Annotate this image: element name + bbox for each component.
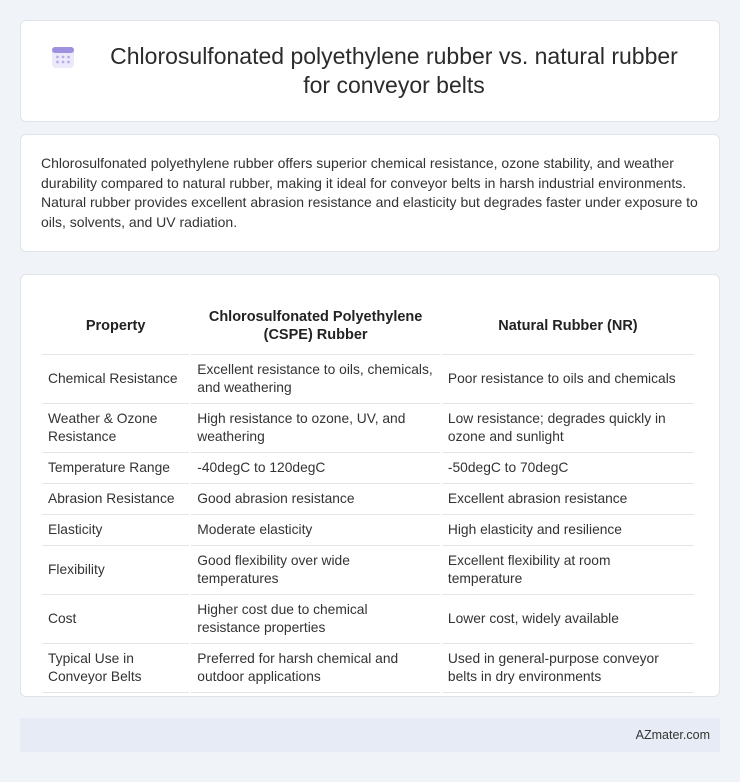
column-header-cspe: Chlorosulfonated Polyethylene (CSPE) Rubber [191,295,440,355]
page-title: Chlorosulfonated polyethylene rubber vs. natural rubber for conveyor belts [110,43,678,98]
property-cell: Weather & Ozone Resistance [42,404,189,453]
column-header-property: Property [42,295,189,355]
intro-paragraph: Chlorosulfonated polyethylene rubber offers superior chemical resistance, ozone stability, and weather durability compared to natural rubber, making it ideal for conveyor belts in harsh industrial environments. Natural rubber provides excellent abrasion resistance and elasticity but degrades faster under exposure to oils, solvents, and UV radiation. [41,155,698,230]
table-row [42,484,694,515]
cspe-cell: Higher cost due to chemical resistance properties [191,595,440,644]
comparison-card [20,274,720,697]
comparison-table [40,295,696,693]
table-row [42,355,694,404]
cspe-cell: Preferred for harsh chemical and outdoor applications [191,644,440,693]
table-row [42,453,694,484]
table-header-row [42,295,694,355]
cspe-cell: -40degC to 120degC [191,453,440,484]
cspe-cell: High resistance to ozone, UV, and weathering [191,404,440,453]
title-card [20,20,720,122]
table-row [42,515,694,546]
property-cell: Abrasion Resistance [42,484,189,515]
nr-cell: Excellent abrasion resistance [442,484,694,515]
table-row [42,546,694,595]
nr-cell: Lower cost, widely available [442,595,694,644]
property-cell: Cost [42,595,189,644]
property-cell: Flexibility [42,546,189,595]
property-cell: Temperature Range [42,453,189,484]
nr-cell: Used in general-purpose conveyor belts in dry environments [442,644,694,693]
cspe-cell: Good flexibility over wide temperatures [191,546,440,595]
nr-cell: Poor resistance to oils and chemicals [442,355,694,404]
nr-cell: -50degC to 70degC [442,453,694,484]
cspe-cell: Good abrasion resistance [191,484,440,515]
nr-cell: High elasticity and resilience [442,515,694,546]
title-wrap [50,42,690,100]
intro-card [20,134,720,252]
footer-bar [20,718,720,752]
property-cell: Chemical Resistance [42,355,189,404]
table-row [42,595,694,644]
calendar-grid-icon [50,44,76,70]
nr-cell: Low resistance; degrades quickly in ozone and sunlight [442,404,694,453]
table-row [42,644,694,693]
column-header-nr: Natural Rubber (NR) [442,295,694,355]
property-cell: Elasticity [42,515,189,546]
cspe-cell: Excellent resistance to oils, chemicals, and weathering [191,355,440,404]
nr-cell: Excellent flexibility at room temperature [442,546,694,595]
footer-brand: AZmater.com [635,728,710,742]
property-cell: Typical Use in Conveyor Belts [42,644,189,693]
cspe-cell: Moderate elasticity [191,515,440,546]
table-row [42,404,694,453]
